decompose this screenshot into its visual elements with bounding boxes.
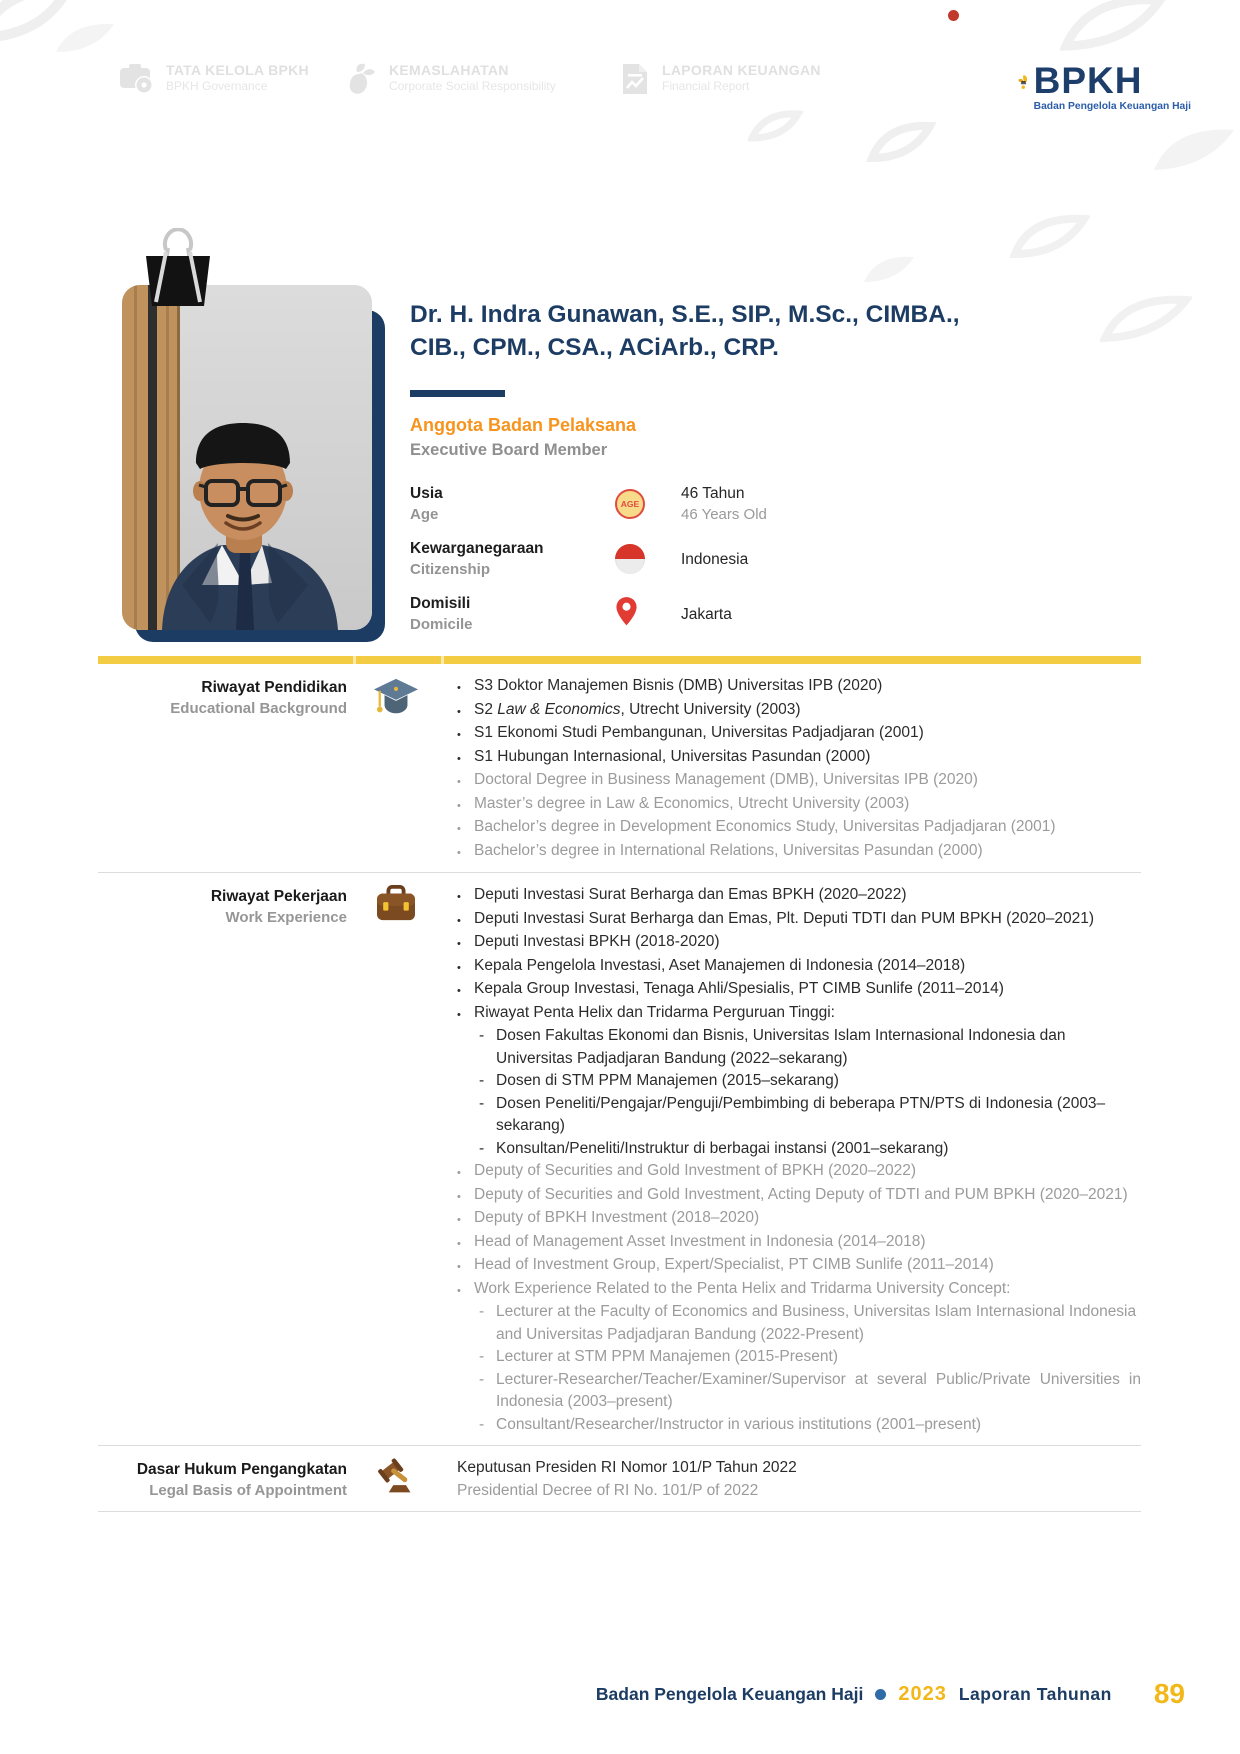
list-item <box>457 1457 1141 1480</box>
dash-marker: - <box>479 1370 485 1388</box>
fact-value-id: Indonesia <box>681 550 749 568</box>
decorative-petal <box>748 108 804 148</box>
nav-item-governance <box>118 62 309 96</box>
page-footer <box>0 1678 1185 1710</box>
bullet-marker: • <box>457 1214 461 1226</box>
flag-indonesia-icon <box>615 544 645 574</box>
bullet-marker: • <box>457 799 461 812</box>
list-item-text: Konsultan/Peneliti/Instruktur di berbagai instansi (2001–sekarang) <box>496 1139 949 1157</box>
bullet-marker: • <box>457 846 461 859</box>
decorative-petal <box>1100 290 1192 350</box>
page-number: 89 <box>1153 1678 1185 1709</box>
section-label-en: Educational Background <box>170 700 347 717</box>
bullet-marker: • <box>457 1261 461 1273</box>
bullet-marker: • <box>457 1284 461 1297</box>
bullet-marker: • <box>457 1190 461 1203</box>
list-item-text: Keputusan Presiden RI Nomor 101/P Tahun 2022 <box>457 1459 797 1476</box>
dash-marker: - <box>479 1348 485 1365</box>
nav-title: TATA KELOLA BPKH <box>166 62 309 78</box>
list-item-text: Master’s degree in Law & Economics, Utrecht University (2003) <box>474 794 910 812</box>
fact-label-id: Kewarganegaraan <box>410 540 544 557</box>
list-item <box>457 931 1141 955</box>
list-item <box>457 793 1141 817</box>
person-name-line1: Dr. H. Indra Gunawan, S.E., SIP., M.Sc., CIMBA., <box>410 301 960 328</box>
list-item <box>479 1093 1141 1138</box>
list-item-text: Bachelor’s degree in Development Economics Study, Universitas Padjadjaran (2001) <box>474 818 1056 835</box>
nav-subtitle: Financial Report <box>662 79 750 93</box>
person-name <box>410 298 1050 364</box>
fact-label-id: Domisili <box>410 595 471 612</box>
section-row <box>98 1446 1141 1512</box>
decorative-petal <box>1150 120 1240 184</box>
list-item <box>457 722 1141 746</box>
dash-marker: - <box>479 1072 485 1089</box>
list-item-text: Dosen di STM PPM Manajemen (2015–sekarang) <box>496 1072 839 1089</box>
list-item <box>457 1160 1141 1184</box>
list-item-text: Head of Management Asset Investment in Indonesia (2014–2018) <box>474 1232 926 1250</box>
bullet-marker: • <box>457 985 461 997</box>
name-underline <box>410 390 505 397</box>
fact-label-en: Citizenship <box>410 561 491 578</box>
list-item <box>457 769 1141 793</box>
gavel-icon <box>376 1458 416 1501</box>
footer-dot-icon <box>875 1689 886 1700</box>
section-label-en: Work Experience <box>225 909 347 926</box>
list-item <box>457 1207 1141 1231</box>
bullet-marker: • <box>457 914 461 927</box>
nav-item-financial-report <box>620 62 821 96</box>
list-item-text: Work Experience Related to the Penta Helix and Tridarma University Concept: <box>474 1279 1011 1297</box>
fact-value-id: Jakarta <box>681 605 732 623</box>
list-item <box>457 884 1141 908</box>
fact-row <box>410 538 970 580</box>
age-icon: AGE <box>615 489 645 519</box>
list-item <box>457 675 1141 699</box>
dash-marker: - <box>479 1415 485 1433</box>
fact-label-en: Domicile <box>410 616 473 633</box>
nav-subtitle: BPKH Governance <box>166 79 268 93</box>
dash-marker: - <box>479 1303 485 1320</box>
fact-value-id: 46 Tahun <box>681 485 745 502</box>
decorative-petal <box>866 118 936 170</box>
list-item-text: Kepala Group Investasi, Tenaga Ahli/Spesialis, PT CIMB Sunlife (2011–2014) <box>474 980 1004 997</box>
binder-clip <box>138 228 218 324</box>
list-item-text: Lecturer-Researcher/Teacher/Examiner/Supervisor at several Public/Private Universities in Indonesia (2003–present) <box>496 1370 1141 1410</box>
section-row <box>98 664 1141 873</box>
fact-row <box>410 593 970 635</box>
list-item-text: Dosen Peneliti/Pengajar/Penguji/Pembimbing di beberapa PTN/PTS di Indonesia (2003–sekarang) <box>496 1094 1106 1134</box>
fact-value-en: 46 Years Old <box>681 506 767 523</box>
list-item <box>457 1254 1141 1278</box>
bullet-marker: • <box>457 1167 461 1179</box>
logo-text: BPKH <box>1033 60 1143 101</box>
bullet-marker: • <box>457 682 461 694</box>
list-item-text: Dosen Fakultas Ekonomi dan Bisnis, Universitas Islam Internasional Indonesia dan Universitas Padjadjaran Bandung (2022–sekarang) <box>496 1027 1066 1067</box>
briefcase-icon <box>375 885 417 928</box>
dash-marker: - <box>479 1139 485 1157</box>
list-item <box>457 1231 1141 1255</box>
bpkh-logo <box>1016 50 1191 114</box>
decorative-red-dot <box>948 10 959 21</box>
list-item-text: Doctoral Degree in Business Management (DMB), Universitas IPB (2020) <box>474 771 978 788</box>
logo-tagline: Badan Pengelola Keuangan Haji <box>1033 101 1191 112</box>
position-title-id: Anggota Badan Pelaksana <box>410 415 637 435</box>
profile-facts <box>410 483 970 648</box>
list-item <box>457 840 1141 864</box>
bullet-marker: • <box>457 1237 461 1250</box>
governance-icon <box>118 62 154 96</box>
list-item <box>457 955 1141 979</box>
list-item-text: S1 Ekonomi Studi Pembangunan, Universitas Padjadjaran (2001) <box>474 724 924 741</box>
list-item-text: Deputi Investasi BPKH (2018-2020) <box>474 933 720 950</box>
list-item-text: Deputy of Securities and Gold Investment of BPKH (2020–2022) <box>474 1162 916 1179</box>
csr-icon <box>345 62 377 96</box>
decorative-petal <box>860 250 920 292</box>
list-item <box>479 1138 1141 1161</box>
bullet-marker: • <box>457 1008 461 1021</box>
profile-detail-table <box>98 656 1141 1512</box>
list-item <box>457 1184 1141 1208</box>
list-item-text: Bachelor’s degree in International Relations, Universitas Pasundan (2000) <box>474 841 983 859</box>
graduation-cap-icon <box>373 676 419 725</box>
bullet-marker: • <box>457 961 461 974</box>
bullet-marker: • <box>457 938 461 950</box>
list-item-text: Riwayat Penta Helix dan Tridarma Perguruan Tinggi: <box>474 1003 835 1021</box>
list-item <box>479 1025 1141 1070</box>
list-item <box>457 908 1141 932</box>
section-row <box>98 873 1141 1446</box>
list-item-text: Head of Investment Group, Expert/Specialist, PT CIMB Sunlife (2011–2014) <box>474 1256 994 1273</box>
nav-item-csr <box>345 62 556 96</box>
list-item-text: Deputi Investasi Surat Berharga dan Emas, Plt. Deputi TDTI dan PUM BPKH (2020–2021) <box>474 909 1095 927</box>
list-item <box>457 1480 1141 1503</box>
nav-title: KEMASLAHATAN <box>389 62 509 78</box>
yellow-divider <box>98 656 1141 664</box>
list-item <box>457 746 1141 770</box>
list-item <box>479 1414 1141 1437</box>
list-item-text: Deputy of Securities and Gold Investment, Acting Deputy of TDTI and PUM BPKH (2020–2021) <box>474 1185 1128 1203</box>
list-item <box>479 1346 1141 1369</box>
footer-year: 2023 <box>898 1682 947 1705</box>
financial-report-icon <box>620 62 650 96</box>
footer-organization: Badan Pengelola Keuangan Haji <box>595 1683 864 1704</box>
fact-row <box>410 483 970 525</box>
decorative-petal <box>1010 210 1090 266</box>
list-item-text: S1 Hubungan Internasional, Universitas Pasundan (2000) <box>474 747 871 765</box>
person-name-line2: CIB., CPM., CSA., ACiArb., CRP. <box>410 334 779 361</box>
list-item <box>479 1070 1141 1093</box>
section-label-id: Dasar Hukum Pengangkatan <box>136 1461 347 1478</box>
dash-marker: - <box>479 1094 485 1112</box>
decorative-petal <box>0 0 102 68</box>
list-item-text: Lecturer at STM PPM Manajemen (2015-Present) <box>496 1348 838 1365</box>
bullet-marker: • <box>457 729 461 741</box>
position-title-en: Executive Board Member <box>410 441 608 459</box>
list-item-text: Deputi Investasi Surat Berharga dan Emas BPKH (2020–2022) <box>474 886 907 903</box>
list-item <box>457 1002 1141 1026</box>
nav-subtitle: Corporate Social Responsibility <box>389 79 556 93</box>
list-item-text: Consultant/Researcher/Instructor in various institutions (2001–present) <box>496 1415 982 1433</box>
bpkh-logo-mark <box>1016 50 1030 114</box>
list-item <box>457 699 1141 723</box>
list-item-text: Lecturer at the Faculty of Economics and Business, Universitas Islam Internasional Indonesia and Universitas Padjadjaran Bandung (2022-Present) <box>496 1303 1137 1343</box>
footer-report-title: Laporan Tahunan <box>958 1683 1112 1704</box>
fact-label-id: Usia <box>410 485 443 502</box>
nav-title: LAPORAN KEUANGAN <box>662 62 821 78</box>
list-item-text: Kepala Pengelola Investasi, Aset Manajemen di Indonesia (2014–2018) <box>474 956 966 974</box>
section-label-en: Legal Basis of Appointment <box>149 1482 347 1499</box>
list-item <box>479 1369 1141 1414</box>
bullet-marker: • <box>457 823 461 835</box>
list-item-text: S2 Law & Economics, Utrecht University (2003) <box>474 700 801 718</box>
bullet-marker: • <box>457 705 461 718</box>
location-pin-icon <box>615 596 638 632</box>
dash-marker: - <box>479 1027 485 1044</box>
section-label-id: Riwayat Pekerjaan <box>210 888 347 905</box>
list-item-text: S3 Doktor Manajemen Bisnis (DMB) Universitas IPB (2020) <box>474 677 883 694</box>
list-item <box>479 1301 1141 1346</box>
list-item-text: Presidential Decree of RI No. 101/P of 2022 <box>457 1481 759 1499</box>
list-item <box>457 1278 1141 1302</box>
fact-label-en: Age <box>410 506 439 523</box>
bullet-marker: • <box>457 776 461 788</box>
bullet-marker: • <box>457 752 461 765</box>
profile-photo <box>122 285 372 630</box>
list-item-text: Deputy of BPKH Investment (2018–2020) <box>474 1209 760 1226</box>
decorative-petal <box>52 18 122 62</box>
section-label-id: Riwayat Pendidikan <box>201 679 347 696</box>
bullet-marker: • <box>457 891 461 903</box>
list-item <box>457 816 1141 840</box>
list-item <box>457 978 1141 1002</box>
